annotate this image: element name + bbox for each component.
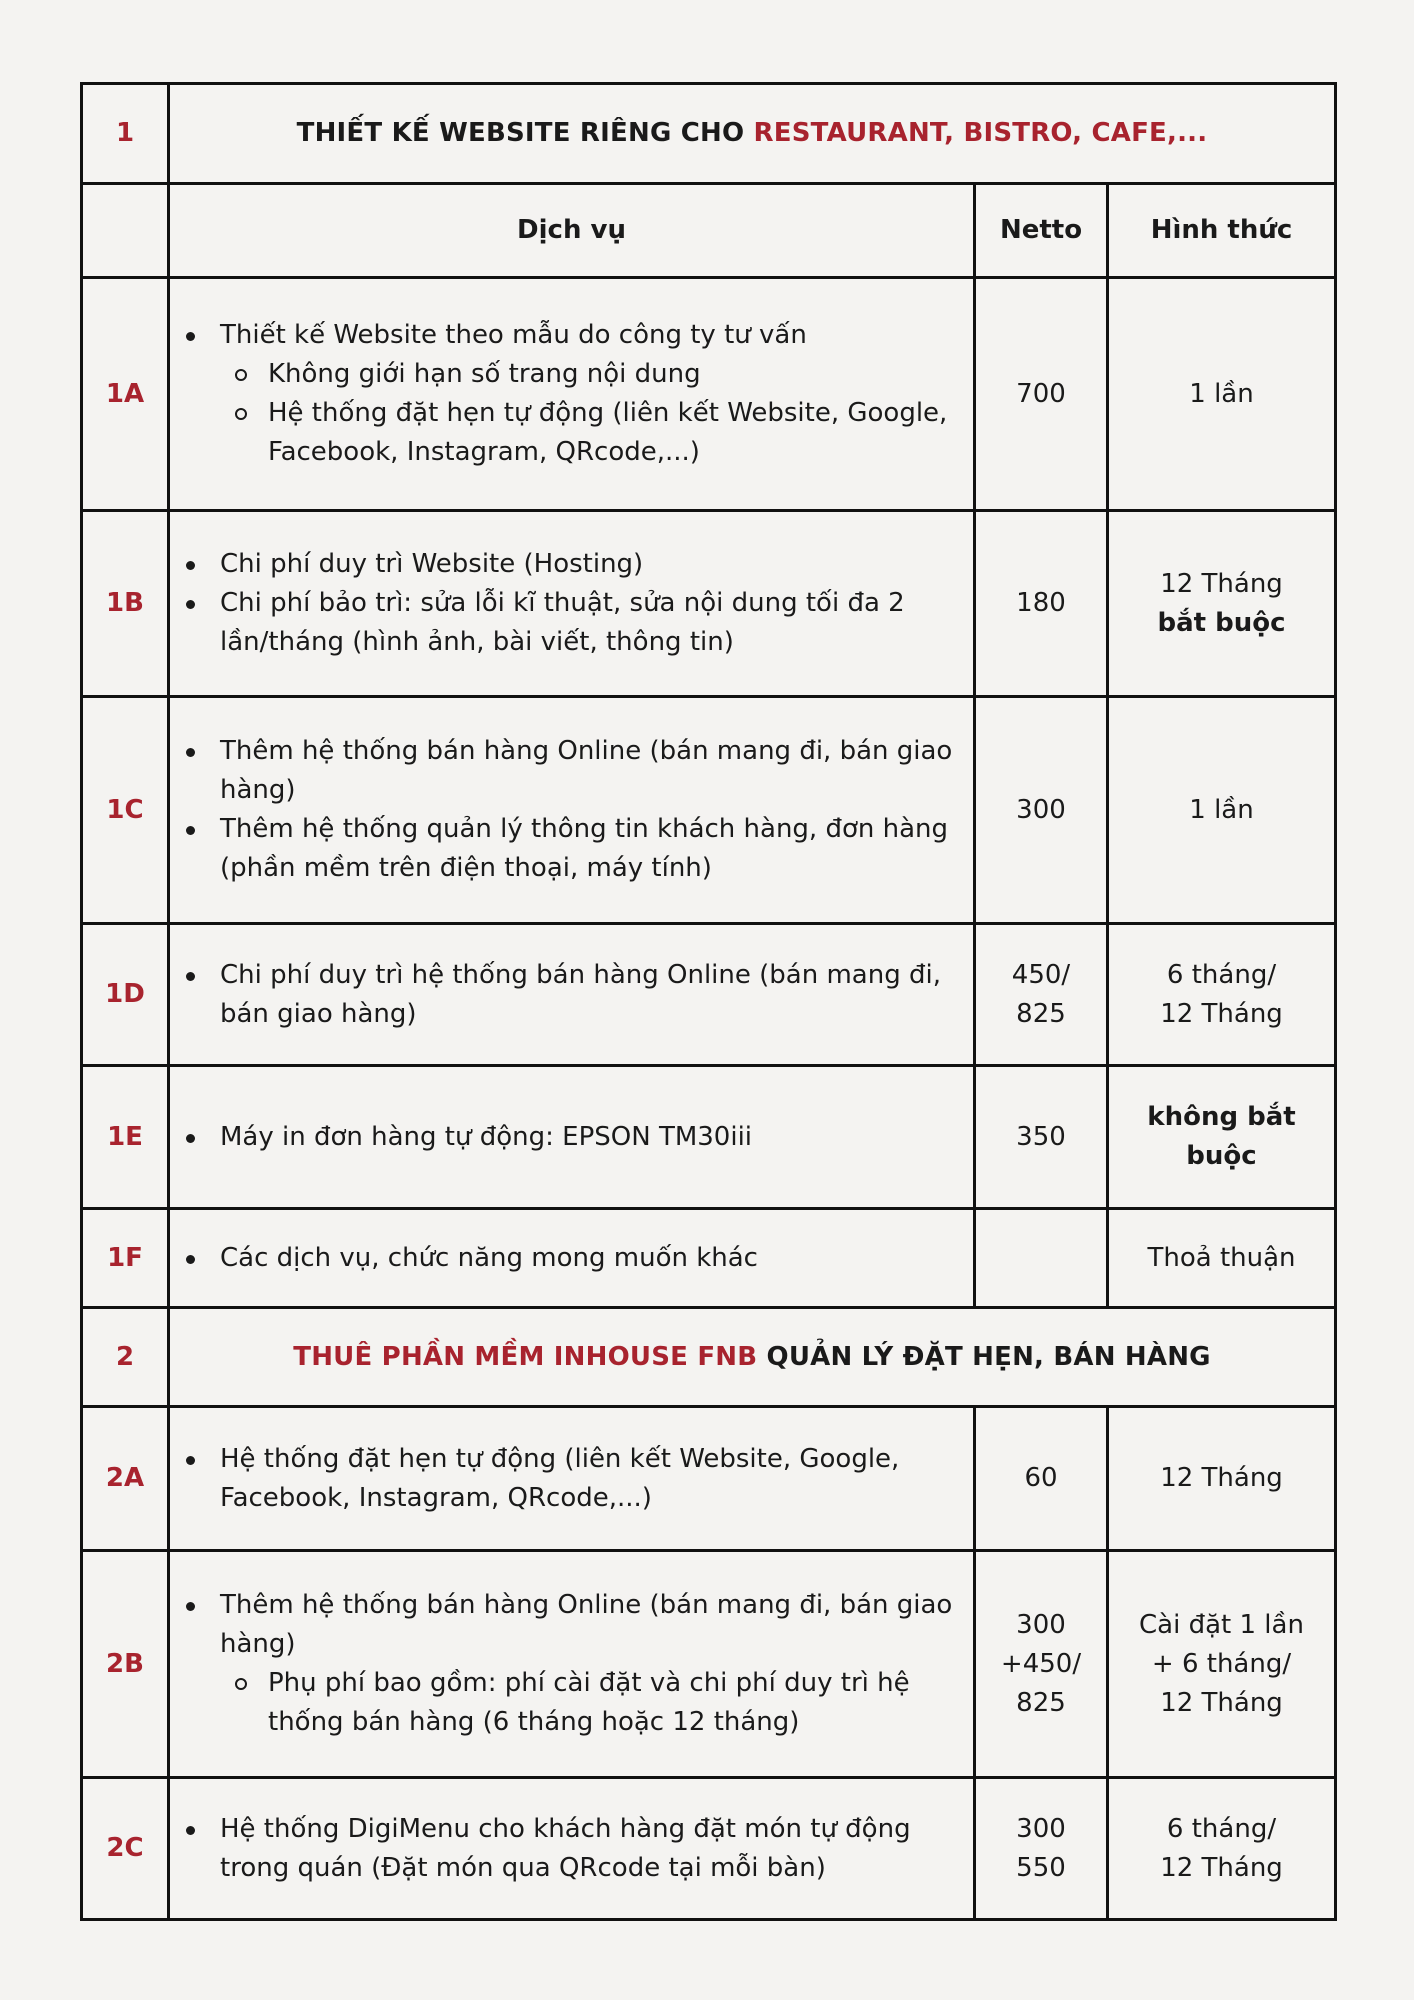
row-form-1F: Thoả thuận [1108, 1209, 1336, 1308]
row-service-2C [169, 1778, 975, 1920]
form-line-bold: buộc [1186, 1141, 1257, 1171]
section-1-number: 1 [82, 84, 169, 184]
list-item [170, 316, 973, 472]
table-row [82, 1551, 1336, 1778]
table-row [82, 511, 1336, 697]
row-service-1E [169, 1066, 975, 1209]
row-service-1B [169, 511, 975, 697]
row-code-1B: 1B [82, 511, 169, 697]
section-2-title-red: THUÊ PHẦN MỀM INHOUSE FNB [293, 1341, 758, 1372]
row-code-1F: 1F [82, 1209, 169, 1308]
row-service-2B [169, 1551, 975, 1778]
section-2-title [169, 1308, 1336, 1407]
section-2-title-dark: QUẢN LÝ ĐẶT HẸN, BÁN HÀNG [757, 1341, 1211, 1372]
pricing-table [80, 82, 1337, 1921]
row-netto-1F [975, 1209, 1108, 1308]
row-service-1C [169, 697, 975, 924]
header-netto: Netto [975, 184, 1108, 278]
form-line: 6 tháng/ [1166, 959, 1277, 990]
form-line-bold: không bắt [1147, 1102, 1296, 1132]
row-form-1C: 1 lần [1108, 697, 1336, 924]
netto-line: 300 [1016, 1813, 1066, 1844]
list-item [170, 1586, 973, 1742]
list-item: Hệ thống đặt hẹn tự động (liên kết Website, Google, Facebook, Instagram, QRcode,...) [170, 1440, 973, 1518]
row-code-1E: 1E [82, 1066, 169, 1209]
row-form-1A: 1 lần [1108, 278, 1336, 511]
row-netto-1D [975, 924, 1108, 1066]
list-item: Thêm hệ thống quản lý thông tin khách hàng, đơn hàng (phần mềm trên điện thoại, máy tính) [170, 810, 973, 888]
form-line: 12 Tháng [1160, 1687, 1283, 1718]
header-code-cell [82, 184, 169, 278]
table-row [82, 697, 1336, 924]
row-service-1F [169, 1209, 975, 1308]
table-row [82, 1066, 1336, 1209]
row-netto-2B [975, 1551, 1108, 1778]
section-1-title [169, 84, 1336, 184]
form-line: 12 Tháng [1160, 998, 1283, 1029]
row-code-2B: 2B [82, 1551, 169, 1778]
row-netto-1B: 180 [975, 511, 1108, 697]
row-form-2A: 12 Tháng [1108, 1407, 1336, 1551]
row-netto-2A: 60 [975, 1407, 1108, 1551]
row-form-1B [1108, 511, 1336, 697]
sub-list-item: Hệ thống đặt hẹn tự động (liên kết Website, Google, Facebook, Instagram, QRcode,...) [220, 394, 973, 472]
header-service: Dịch vụ [169, 184, 975, 278]
form-line: 6 tháng/ [1166, 1813, 1277, 1844]
table-row [82, 1407, 1336, 1551]
netto-line: 825 [1016, 998, 1066, 1029]
list-item: Các dịch vụ, chức năng mong muốn khác [170, 1239, 973, 1278]
netto-line: 450/ [1011, 959, 1071, 990]
netto-line: 825 [1016, 1687, 1066, 1718]
list-item: Hệ thống DigiMenu cho khách hàng đặt món tự động trong quán (Đặt món qua QRcode tại mỗi bàn) [170, 1810, 973, 1888]
row-form-2C [1108, 1778, 1336, 1920]
row-service-2A [169, 1407, 975, 1551]
row-netto-1A: 700 [975, 278, 1108, 511]
service-text: Thiết kế Website theo mẫu do công ty tư vấn [220, 320, 807, 350]
row-code-1D: 1D [82, 924, 169, 1066]
form-line: + 6 tháng/ [1151, 1648, 1292, 1679]
netto-line: +450/ [1000, 1648, 1082, 1679]
table-row [82, 1209, 1336, 1308]
section-2-row [82, 1308, 1336, 1407]
row-form-2B [1108, 1551, 1336, 1778]
form-line: 12 Tháng [1160, 1852, 1283, 1883]
service-text: Thêm hệ thống bán hàng Online (bán mang đi, bán giao hàng) [220, 1590, 953, 1659]
table-row [82, 278, 1336, 511]
row-form-1E [1108, 1066, 1336, 1209]
row-form-1D [1108, 924, 1336, 1066]
section-1-row [82, 84, 1336, 184]
list-item: Thêm hệ thống bán hàng Online (bán mang đi, bán giao hàng) [170, 732, 973, 810]
row-service-1A [169, 278, 975, 511]
form-line: Cài đặt 1 lần [1139, 1609, 1304, 1640]
list-item: Máy in đơn hàng tự động: EPSON TM30iii [170, 1118, 973, 1157]
row-netto-1E: 350 [975, 1066, 1108, 1209]
list-item: Chi phí duy trì Website (Hosting) [170, 545, 973, 584]
row-service-1D [169, 924, 975, 1066]
list-item: Chi phí bảo trì: sửa lỗi kĩ thuật, sửa nội dung tối đa 2 lần/tháng (hình ảnh, bài viết, thông tin) [170, 584, 973, 662]
column-header-row [82, 184, 1336, 278]
table-row [82, 1778, 1336, 1920]
section-2-number: 2 [82, 1308, 169, 1407]
row-code-1C: 1C [82, 697, 169, 924]
list-item: Chi phí duy trì hệ thống bán hàng Online (bán mang đi, bán giao hàng) [170, 956, 973, 1034]
row-netto-2C [975, 1778, 1108, 1920]
sub-list-item: Không giới hạn số trang nội dung [220, 355, 973, 394]
netto-line: 300 [1016, 1609, 1066, 1640]
section-1-title-red: RESTAURANT, BISTRO, CAFE,... [753, 118, 1208, 148]
netto-line: 550 [1016, 1852, 1066, 1883]
row-code-2C: 2C [82, 1778, 169, 1920]
table-row [82, 924, 1336, 1066]
form-line-bold: bắt buộc [1157, 607, 1286, 638]
sub-list-item: Phụ phí bao gồm: phí cài đặt và chi phí duy trì hệ thống bán hàng (6 tháng hoặc 12 tháng) [220, 1664, 973, 1742]
row-code-2A: 2A [82, 1407, 169, 1551]
row-netto-1C: 300 [975, 697, 1108, 924]
row-code-1A: 1A [82, 278, 169, 511]
header-form: Hình thức [1108, 184, 1336, 278]
form-line: 12 Tháng [1160, 568, 1283, 599]
section-1-title-dark: THIẾT KẾ WEBSITE RIÊNG CHO [296, 118, 754, 148]
